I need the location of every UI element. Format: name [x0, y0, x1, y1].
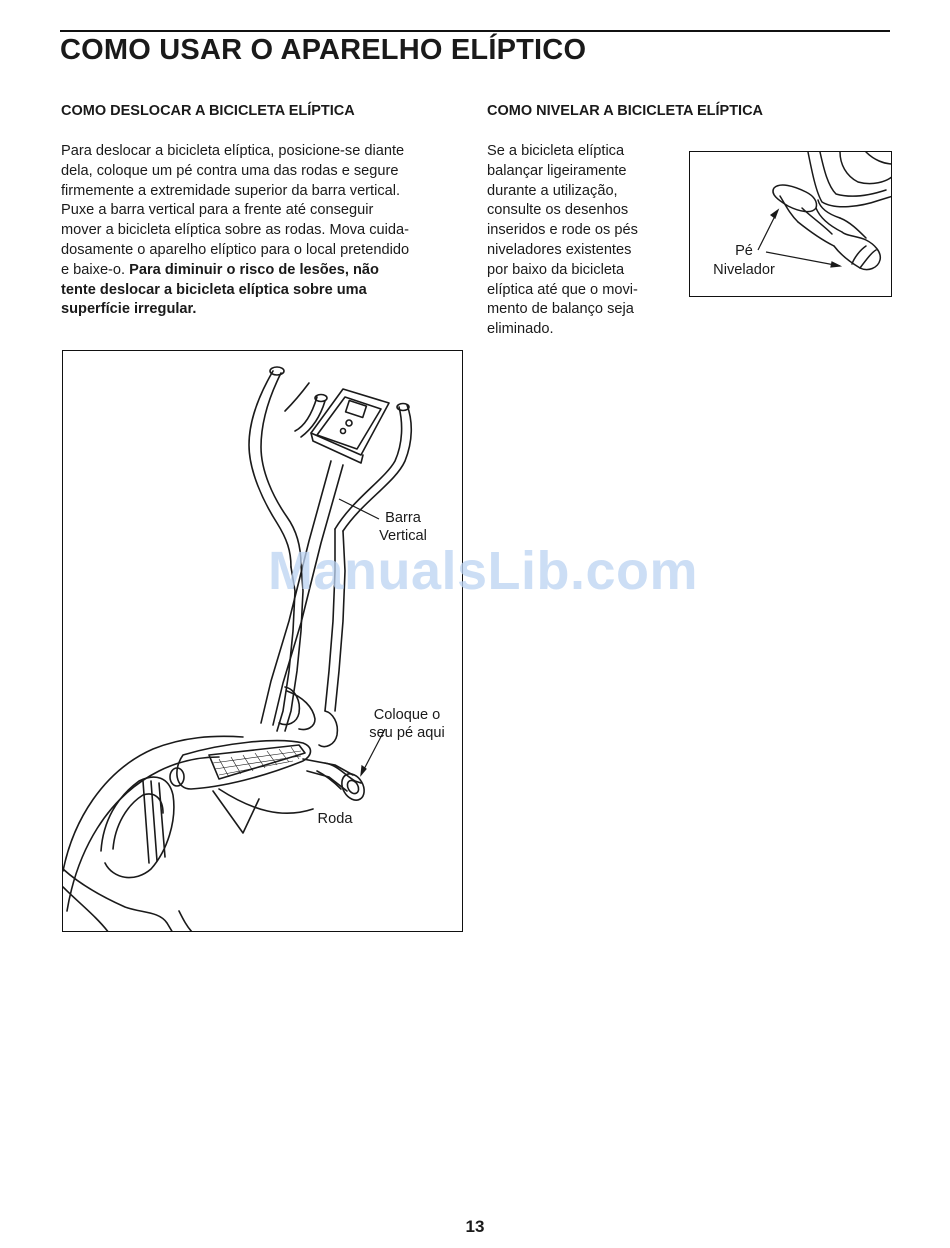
leveling-instructions	[487, 142, 638, 340]
leveling-foot-label-1: Pé	[735, 243, 753, 259]
leveling-line-8: elíptica até que o movi-	[487, 281, 638, 298]
moving-line-6: dosamente o aparelho elíptico para o local pretendido	[61, 241, 410, 258]
leveling-foot-label-2: Nivelador	[713, 262, 775, 278]
leveling-line-1: Se a bicicleta elíptica	[487, 143, 625, 159]
safety-warning-line-2: tente deslocar a bicicleta elíptica sobre uma	[61, 281, 367, 298]
wheel-label: Roda	[317, 811, 353, 827]
moving-line-3: firmemente a extremidade superior da barra vertical.	[61, 182, 401, 199]
leveling-line-3: durante a utilização,	[487, 182, 618, 199]
elliptical-figure	[62, 350, 463, 932]
title-rule	[60, 30, 890, 32]
leveling-line-10: eliminado.	[487, 321, 554, 338]
watermark: ManualsLib.com	[268, 541, 699, 601]
upright-label-2: Vertical	[379, 528, 427, 544]
foot-placement-label-1: Coloque o	[373, 707, 441, 723]
moving-line-1: Para deslocar a bicicleta elíptica, posicione-se diante	[61, 143, 405, 159]
leveling-line-6: niveladores existentes	[487, 241, 632, 258]
elliptical-drawing	[63, 351, 463, 932]
page-number: 13	[465, 1217, 485, 1236]
safety-warning-start: Para diminuir o risco de lesões, não	[129, 261, 379, 278]
moving-line-5: mover a bicicleta elíptica sobre as rodas. Mova cuida-	[61, 222, 409, 239]
leveling-line-4: consulte os desenhos	[487, 202, 629, 219]
moving-line-7	[61, 261, 409, 281]
moving-instructions	[61, 142, 409, 320]
leveling-line-7: por baixo da bicicleta	[487, 261, 625, 278]
page-title: COMO USAR O APARELHO ELÍPTICO	[60, 34, 587, 66]
moving-line-7-text: e baixe-o.	[61, 261, 130, 278]
upright-label-1: Barra	[385, 510, 421, 526]
moving-line-2: dela, coloque um pé contra uma das rodas e segure	[61, 162, 399, 179]
safety-warning-line-3: superfície irregular.	[61, 301, 197, 318]
moving-line-4: Puxe a barra vertical para a frente até conseguir	[61, 202, 374, 219]
leveling-line-2: balançar ligeiramente	[487, 162, 627, 179]
leveling-foot-figure	[689, 151, 892, 297]
leveling-line-9: mento de balanço seja	[487, 301, 634, 318]
moving-heading: COMO DESLOCAR A BICICLETA ELÍPTICA	[61, 103, 355, 119]
leveling-heading: COMO NIVELAR A BICICLETA ELÍPTICA	[487, 103, 764, 119]
leveling-line-5: inseridos e rode os pés	[487, 222, 638, 239]
foot-placement-label-2: seu pé aqui	[369, 725, 445, 741]
